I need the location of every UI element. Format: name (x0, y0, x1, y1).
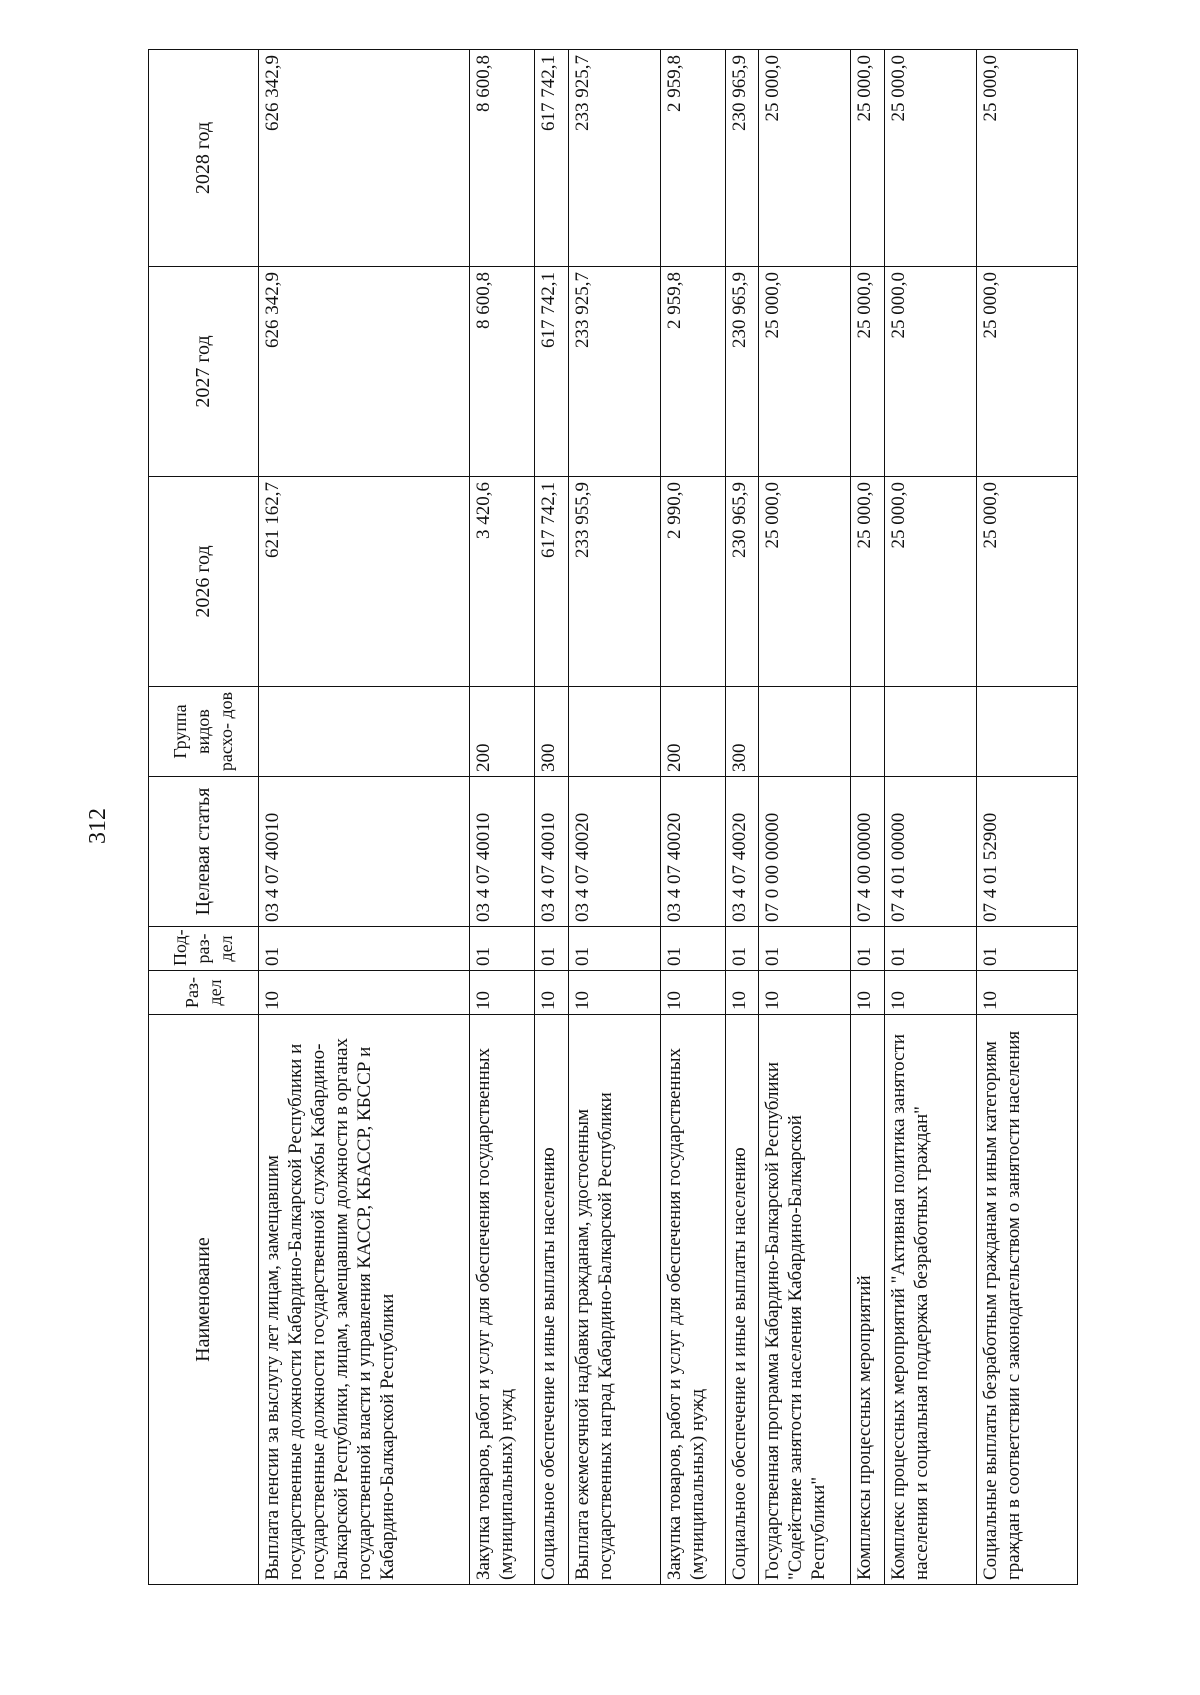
row-2027: 230 965,9 (725, 267, 759, 477)
header-2027: 2027 год (149, 267, 259, 477)
table-row (884, 50, 976, 1585)
row-2026: 25 000,0 (851, 477, 885, 687)
row-section: 10 (759, 971, 851, 1015)
row-2026: 25 000,0 (759, 477, 851, 687)
row-2026: 233 955,9 (568, 477, 660, 687)
row-2027: 25 000,0 (976, 267, 1077, 477)
table-row (976, 50, 1077, 1585)
row-2027: 25 000,0 (884, 267, 976, 477)
row-section: 10 (884, 971, 976, 1015)
row-target: 03 4 07 40020 (568, 777, 660, 927)
row-2028: 2 959,8 (660, 50, 725, 267)
row-2026: 25 000,0 (884, 477, 976, 687)
row-target: 03 4 07 40010 (259, 777, 470, 927)
row-target: 03 4 07 40020 (660, 777, 725, 927)
row-subsection: 01 (976, 927, 1077, 971)
row-subsection: 01 (851, 927, 885, 971)
table-row (534, 50, 568, 1585)
row-target: 07 0 00 00000 (759, 777, 851, 927)
row-2028: 233 925,7 (568, 50, 660, 267)
table-row (259, 50, 470, 1585)
row-subsection: 01 (534, 927, 568, 971)
row-2028: 25 000,0 (759, 50, 851, 267)
row-group (976, 687, 1077, 777)
row-name: Комплекс процессных мероприятий "Активная политика занятости населения и социальная поддержка безработных граждан" (884, 1015, 976, 1585)
table-row (469, 50, 534, 1585)
header-target: Целевая статья (149, 777, 259, 927)
row-target: 03 4 07 40010 (469, 777, 534, 927)
row-group (884, 687, 976, 777)
row-subsection: 01 (884, 927, 976, 971)
row-subsection: 01 (568, 927, 660, 971)
row-section: 10 (534, 971, 568, 1015)
header-2028: 2028 год (149, 50, 259, 267)
row-group (759, 687, 851, 777)
row-group: 200 (660, 687, 725, 777)
header-subsection: Под- раз- дел (149, 927, 259, 971)
row-2028: 8 600,8 (469, 50, 534, 267)
row-2027: 617 742,1 (534, 267, 568, 477)
row-group: 300 (534, 687, 568, 777)
header-2026: 2026 год (149, 477, 259, 687)
row-2027: 25 000,0 (759, 267, 851, 477)
table-row (851, 50, 885, 1585)
row-name: Социальное обеспечение и иные выплаты населению (534, 1015, 568, 1585)
row-target: 07 4 00 00000 (851, 777, 885, 927)
table-row (759, 50, 851, 1585)
row-2026: 617 742,1 (534, 477, 568, 687)
table-row (568, 50, 660, 1585)
row-section: 10 (259, 971, 470, 1015)
row-name: Государственная программа Кабардино-Балкарской Республики "Содействие занятости населения Кабардино-Балкарской Республики" (759, 1015, 851, 1585)
row-2028: 626 342,9 (259, 50, 470, 267)
row-name: Закупка товаров, работ и услуг для обеспечения государственных (муниципальных) нужд (469, 1015, 534, 1585)
row-2028: 25 000,0 (851, 50, 885, 267)
row-name: Комплексы процессных мероприятий (851, 1015, 885, 1585)
row-group (851, 687, 885, 777)
row-subsection: 01 (725, 927, 759, 971)
row-2028: 25 000,0 (976, 50, 1077, 267)
table-row (660, 50, 725, 1585)
row-group: 200 (469, 687, 534, 777)
row-section: 10 (469, 971, 534, 1015)
table-row (725, 50, 759, 1585)
row-2027: 233 925,7 (568, 267, 660, 477)
header-name: Наименование (149, 1015, 259, 1585)
row-name: Закупка товаров, работ и услуг для обеспечения государственных (муниципальных) нужд (660, 1015, 725, 1585)
row-2028: 25 000,0 (884, 50, 976, 267)
row-2027: 626 342,9 (259, 267, 470, 477)
page-number: 312 (85, 808, 111, 844)
row-target: 03 4 07 40020 (725, 777, 759, 927)
header-section: Раз- дел (149, 971, 259, 1015)
row-2026: 621 162,7 (259, 477, 470, 687)
row-2026: 3 420,6 (469, 477, 534, 687)
row-section: 10 (725, 971, 759, 1015)
row-group: 300 (725, 687, 759, 777)
row-subsection: 01 (759, 927, 851, 971)
row-subsection: 01 (259, 927, 470, 971)
row-2027: 8 600,8 (469, 267, 534, 477)
row-subsection: 01 (469, 927, 534, 971)
row-name: Социальные выплаты безработным гражданам и иным категориям граждан в соответствии с законодательством о занятости населения (976, 1015, 1077, 1585)
row-subsection: 01 (660, 927, 725, 971)
row-name: Социальное обеспечение и иные выплаты населению (725, 1015, 759, 1585)
budget-table (148, 49, 1078, 1585)
row-section: 10 (568, 971, 660, 1015)
row-section: 10 (851, 971, 885, 1015)
row-2026: 2 990,0 (660, 477, 725, 687)
table-header-row (149, 50, 259, 1585)
row-2026: 230 965,9 (725, 477, 759, 687)
header-group: Группа видов расхо- дов (149, 687, 259, 777)
row-target: 03 4 07 40010 (534, 777, 568, 927)
row-target: 07 4 01 00000 (884, 777, 976, 927)
row-name: Выплата пенсии за выслугу лет лицам, замещавшим государственные должности Кабардино-Балкарской Республики и государственные должности государственной службы Кабардино-Балкарской Республики, лицам, замещавшим должности в органах государственной власти и управления КАССР, КБАССР, КБССР и Кабардино-Балкарской Республики (259, 1015, 470, 1585)
row-target: 07 4 01 52900 (976, 777, 1077, 927)
row-section: 10 (976, 971, 1077, 1015)
row-2026: 25 000,0 (976, 477, 1077, 687)
row-group (259, 687, 470, 777)
row-2028: 230 965,9 (725, 50, 759, 267)
row-2027: 25 000,0 (851, 267, 885, 477)
rotated-table-container (148, 50, 1078, 1585)
row-name: Выплата ежемесячной надбавки гражданам, удостоенным государственных наград Кабардино-Балкарской Республики (568, 1015, 660, 1585)
row-group (568, 687, 660, 777)
row-2028: 617 742,1 (534, 50, 568, 267)
row-2027: 2 959,8 (660, 267, 725, 477)
row-section: 10 (660, 971, 725, 1015)
